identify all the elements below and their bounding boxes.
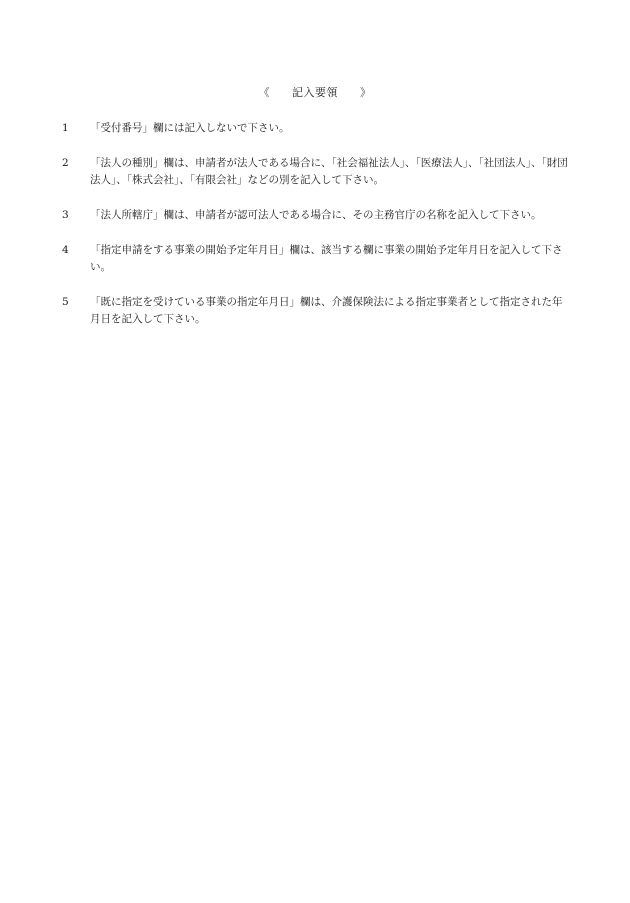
instruction-text: 「既に指定を受けている事業の指定年月日」欄は、介護保険法による指定事業者として指定された年月日を記入して下さい。 [90, 296, 563, 325]
instruction-item-5 [62, 294, 572, 328]
instruction-item-2 [62, 155, 572, 189]
instruction-item-4 [62, 242, 572, 276]
instruction-item-1 [62, 120, 572, 137]
instruction-number: 4 [62, 244, 69, 256]
instruction-text: 「指定申請をする事業の開始予定年月日」欄は、該当する欄に事業の開始予定年月日を記入して下さい。 [90, 244, 563, 273]
instruction-text: 「法人所轄庁」欄は、申請者が認可法人である場合に、その主務官庁の名称を記入して下さい。 [90, 209, 542, 221]
title-open-bracket: 《 [258, 86, 270, 99]
instruction-number: 5 [62, 296, 69, 308]
title-close-bracket: 》 [360, 86, 372, 99]
instruction-list [62, 120, 572, 346]
instruction-number: 2 [62, 157, 69, 169]
instruction-text: 「受付番号」欄には記入しないで下さい。 [90, 122, 290, 134]
instruction-text: 「法人の種別」欄は、申請者が法人である場合に、「社会福祉法人」、「医療法人」、「社団法人」、「財団法人」、「株式会社」、「有限会社」などの別を記入して下さい。 [90, 157, 568, 186]
instruction-item-3 [62, 207, 572, 224]
instruction-number: 3 [62, 209, 69, 221]
document-title [0, 84, 630, 100]
title-label: 記入要領 [292, 86, 338, 99]
instruction-number: 1 [62, 122, 69, 134]
